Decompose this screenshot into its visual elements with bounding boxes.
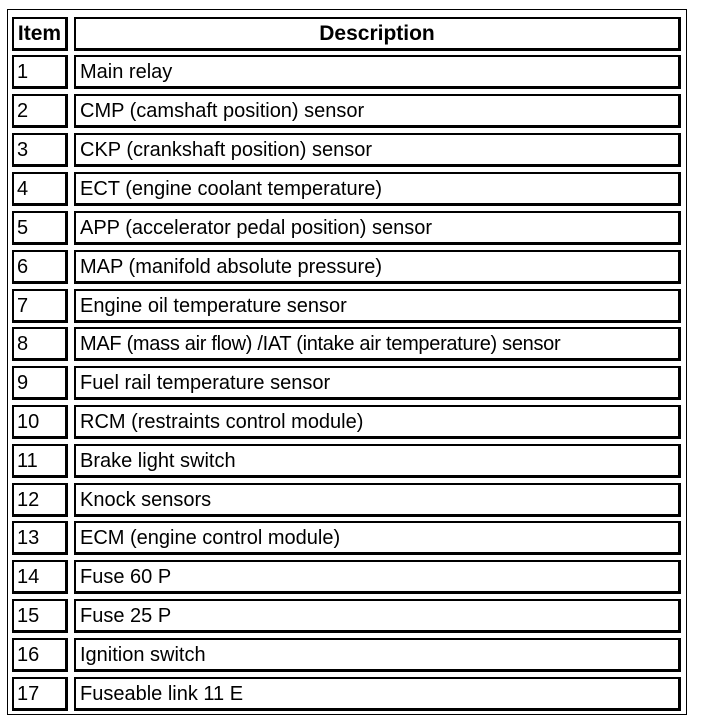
row-13-item: 13 — [12, 521, 68, 555]
row-2-item: 2 — [12, 94, 68, 128]
row-2-description: CMP (camshaft position) sensor — [74, 94, 681, 128]
row-10-item: 10 — [12, 405, 68, 439]
row-16-item: 16 — [12, 638, 68, 672]
row-9-item: 9 — [12, 366, 68, 400]
row-10-description: RCM (restraints control module) — [74, 405, 681, 439]
row-7-item: 7 — [12, 289, 68, 323]
row-4-description: ECT (engine coolant temperature) — [74, 172, 681, 206]
row-5-item: 5 — [12, 211, 68, 245]
row-5-description: APP (accelerator pedal position) sensor — [74, 211, 681, 245]
row-8-description: MAF (mass air flow) /IAT (intake air temperature) sensor — [74, 327, 681, 361]
row-8-item: 8 — [12, 327, 68, 361]
row-9-description: Fuel rail temperature sensor — [74, 366, 681, 400]
row-14-item: 14 — [12, 560, 68, 594]
row-17-description: Fuseable link 11 E — [74, 677, 681, 711]
row-1-description: Main relay — [74, 55, 681, 89]
row-11-item: 11 — [12, 444, 68, 478]
row-15-description: Fuse 25 P — [74, 599, 681, 633]
row-6-item: 6 — [12, 250, 68, 284]
row-3-description: CKP (crankshaft position) sensor — [74, 133, 681, 167]
header-description: Description — [74, 17, 681, 51]
row-13-description: ECM (engine control module) — [74, 521, 681, 555]
row-11-description: Brake light switch — [74, 444, 681, 478]
row-7-description: Engine oil temperature sensor — [74, 289, 681, 323]
row-6-description: MAP (manifold absolute pressure) — [74, 250, 681, 284]
row-3-item: 3 — [12, 133, 68, 167]
row-1-item: 1 — [12, 55, 68, 89]
row-15-item: 15 — [12, 599, 68, 633]
row-17-item: 17 — [12, 677, 68, 711]
row-4-item: 4 — [12, 172, 68, 206]
row-12-description: Knock sensors — [74, 483, 681, 517]
row-12-item: 12 — [12, 483, 68, 517]
row-14-description: Fuse 60 P — [74, 560, 681, 594]
header-item: Item — [12, 17, 68, 51]
row-16-description: Ignition switch — [74, 638, 681, 672]
